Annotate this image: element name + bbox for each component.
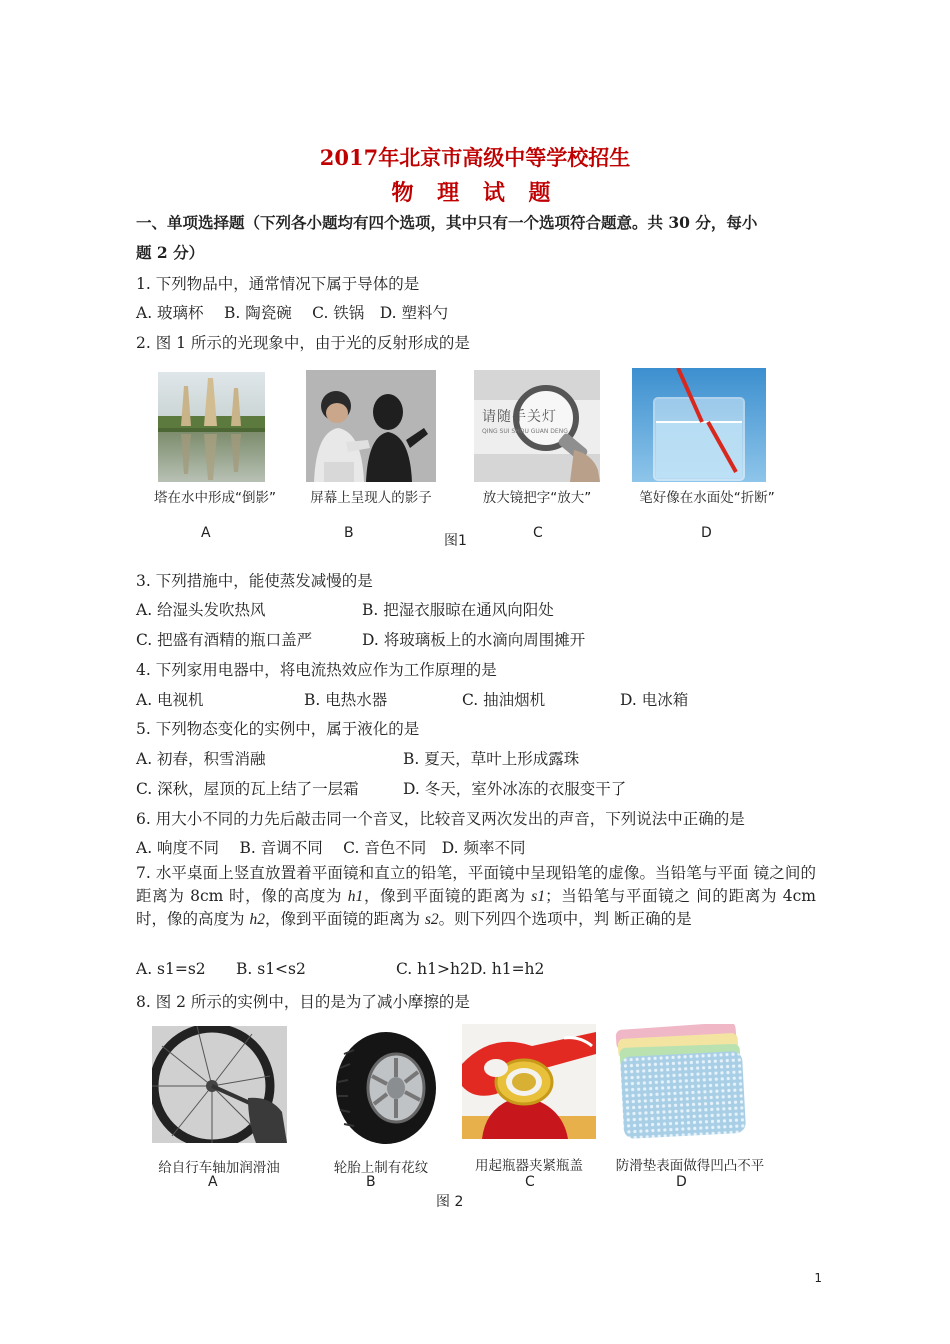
- fig2-photo-anti-slip-mat: [612, 1024, 746, 1139]
- q7-option-a: A. s1=s2: [136, 960, 206, 978]
- fig1-photo-magnifier: [474, 370, 600, 482]
- q5-option-c: C. 深秋，屋顶的瓦上结了一层霜: [136, 780, 359, 798]
- q3-option-c: C. 把盛有酒精的瓶口盖严: [136, 631, 313, 649]
- q7-var-s1: s1: [531, 888, 546, 905]
- q7-text-3: ；当铅笔与平面镜之 间的距离为 4cm 时，像的高度为: [136, 887, 816, 928]
- q1-options: A. 玻璃杯 B. 陶瓷碗 C. 铁锅 D. 塑料勺: [136, 304, 449, 322]
- q2-stem: 2. 图 1 所示的光现象中，由于光的反射形成的是: [136, 334, 470, 352]
- q1-stem: 1. 下列物品中，通常情况下属于导体的是: [136, 275, 420, 293]
- fig1-sign-subtext: QING SUI SHOU GUAN DENG: [482, 428, 568, 435]
- fig1-photo-pencil-in-water: [632, 368, 766, 482]
- q4-stem: 4. 下列家用电器中，将电流热效应作为工作原理的是: [136, 661, 497, 679]
- fig1-sign-text: 请随手关灯: [482, 409, 557, 425]
- q7-option-c: C. h1>h2: [396, 960, 470, 978]
- fig2-caption-c: 用起瓶器夹紧瓶盖: [475, 1158, 583, 1174]
- fig2-caption-b: 轮胎上制有花纹: [333, 1160, 429, 1176]
- fig2-caption-a: 给自行车轴加润滑油: [158, 1160, 280, 1176]
- fig1-photo-pagoda-reflection: [158, 372, 265, 482]
- fig2-photo-bottle-opener: [462, 1024, 596, 1139]
- fig1-caption-b: 屏幕上呈现人的影子: [310, 490, 432, 506]
- q5-option-b: B. 夏天，草叶上形成露珠: [403, 750, 580, 768]
- q5-option-a: A. 初春，积雪消融: [136, 750, 266, 768]
- q7-stem: [136, 862, 816, 931]
- fig2-photo-bicycle-oil: [152, 1026, 287, 1143]
- q5-option-d: D. 冬天，室外冰冻的衣服变干了: [403, 780, 627, 798]
- section-heading: [136, 208, 816, 268]
- fig1-letter-b: B: [344, 525, 354, 541]
- q8-stem: 8. 图 2 所示的实例中，目的是为了减小摩擦的是: [136, 993, 470, 1011]
- q7-option-b: B. s1<s2: [236, 960, 306, 978]
- page-number: 1: [814, 1271, 822, 1285]
- q6-options: A. 响度不同 B. 音调不同 C. 音色不同 D. 频率不同: [136, 839, 526, 857]
- page-title: 2017年北京市高级中等学校招生: [319, 145, 631, 170]
- fig1-photo-shadow-screen: [306, 370, 436, 482]
- q5-stem: 5. 下列物态变化的实例中，属于液化的是: [136, 720, 420, 738]
- section-heading-line2: 题 2 分）: [136, 243, 205, 262]
- page-subtitle: 物 理 试 题: [391, 180, 559, 206]
- q7-var-h1: h1: [347, 888, 364, 905]
- q3-option-b: B. 把湿衣服晾在通风向阳处: [362, 601, 554, 619]
- q7-text-1: 7. 水平桌面上竖直放置着平面镜和直立的铅笔，平面镜中呈现铅笔的虚像。当铅笔与平面 镜之间的距离为 8cm 时，像的高度为: [136, 864, 816, 905]
- q7-text-4: ，像到平面镜的距离为: [264, 910, 425, 928]
- fig1-caption-a: 塔在水中形成“倒影”: [154, 490, 276, 506]
- fig2-caption-d: 防滑垫表面做得凹凸不平: [615, 1158, 765, 1174]
- fig1-caption-c: 放大镜把字“放大”: [482, 490, 592, 506]
- q4-option-d: D. 电冰箱: [620, 691, 689, 709]
- q7-var-h2: h2: [249, 911, 265, 928]
- q7-var-s2: s2: [424, 911, 439, 928]
- q4-option-c: C. 抽油烟机: [462, 691, 546, 709]
- fig2-letter-a: A: [208, 1174, 218, 1190]
- fig2-label: 图 2: [436, 1194, 464, 1210]
- fig1-letter-c: C: [533, 525, 543, 541]
- fig2-letter-c: C: [525, 1174, 535, 1190]
- q7-option-d: D. h1=h2: [470, 960, 545, 978]
- q4-option-a: A. 电视机: [136, 691, 204, 709]
- section-heading-line1: 一、单项选择题（下列各小题均有四个选项，其中只有一个选项符合题意。共 30 分，每小: [136, 213, 758, 232]
- fig1-letter-a: A: [201, 525, 211, 541]
- fig1-caption-d: 笔好像在水面处“折断”: [639, 490, 775, 506]
- fig2-letter-b: B: [366, 1174, 376, 1190]
- q6-stem: 6. 用大小不同的力先后敲击同一个音叉，比较音叉两次发出的声音，下列说法中正确的是: [136, 810, 745, 828]
- q7-text-5: 。则下列四个选项中，判 断正确的是: [438, 910, 692, 928]
- fig1-label: 图1: [444, 533, 467, 549]
- q3-option-a: A. 给湿头发吹热风: [136, 601, 266, 619]
- q3-stem: 3. 下列措施中，能使蒸发减慢的是: [136, 572, 373, 590]
- q3-option-d: D. 将玻璃板上的水滴向周围摊开: [362, 631, 586, 649]
- q7-text-2: ，像到平面镜的距离为: [363, 887, 532, 905]
- fig2-letter-d: D: [676, 1174, 687, 1190]
- fig1-letter-d: D: [701, 525, 712, 541]
- fig2-photo-tire: [314, 1024, 448, 1144]
- q4-option-b: B. 电热水器: [304, 691, 388, 709]
